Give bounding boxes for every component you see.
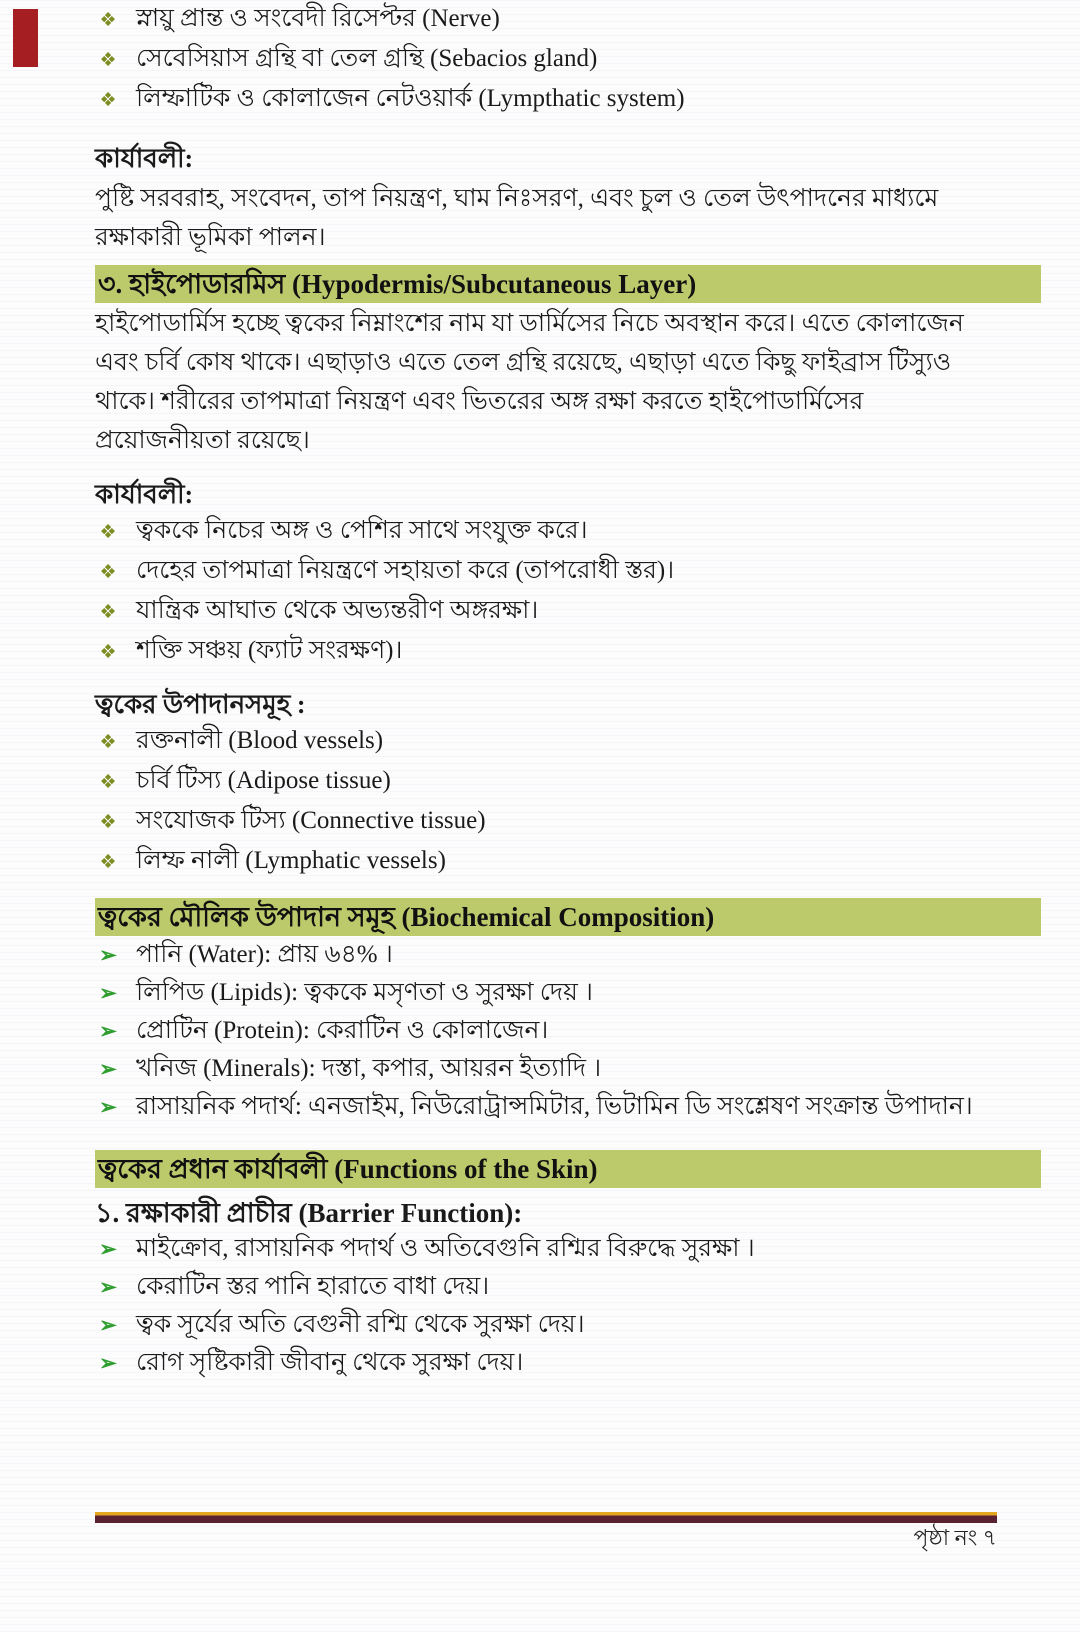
list-item-text: সংযোজক টিস্য (Connective tissue) xyxy=(136,807,486,834)
arrow-bullet-icon: ➢ xyxy=(99,1057,117,1081)
functions-heading-2: কার্যাবলী: xyxy=(95,480,194,509)
list-item-text: খনিজ (Minerals): দস্তা, কপার, আয়রন ইত্যাদি । xyxy=(136,1055,602,1082)
arrow-bullet-icon: ➢ xyxy=(99,943,117,967)
diamond-bullet-icon: ❖ xyxy=(99,812,117,833)
hypodermis-functions-list xyxy=(95,512,1041,672)
list-item xyxy=(95,592,1041,632)
arrow-bullet-icon: ➢ xyxy=(99,1275,117,1299)
list-item-text: শক্তি সঞ্চয় (ফ্যাট সংরক্ষণ)। xyxy=(136,637,403,664)
list-item xyxy=(95,1230,1041,1268)
list-item xyxy=(95,632,1041,672)
arrow-bullet-icon: ➢ xyxy=(99,1351,117,1375)
hypodermis-paragraph: হাইপোডার্মিস হচ্ছে ত্বকের নিম্নাংশের নাম যা ডার্মিসের নিচে অবস্থান করে। এতে কোলাজেন এবং চর্বি কোষ থাকে। এছাড়াও এতে তেল গ্রন্থি রয়েছে, এছাড়া এতে কিছু ফাইব্রাস টিস্যুও থাকে। শরীরের তাপমাত্রা নিয়ন্ত্রণ এবং ভিতরের অঙ্গ রক্ষা করতে হাইপোডার্মিসের প্রয়োজনীয়তা রয়েছে। xyxy=(95,310,964,454)
arrow-bullet-icon: ➢ xyxy=(99,1237,117,1261)
diamond-bullet-icon: ❖ xyxy=(99,50,117,71)
list-item xyxy=(95,1268,1041,1306)
list-item-text: সেবেসিয়াস গ্রন্থি বা তেল গ্রন্থি (Sebacios gland) xyxy=(136,45,598,72)
list-item-text: রাসায়নিক পদার্থ: এনজাইম, নিউরোট্রান্সমিটার, ভিটামিন ডি সংশ্লেষণ সংক্রান্ত উপাদান। xyxy=(136,1093,973,1120)
diamond-bullet-icon: ❖ xyxy=(99,10,117,31)
barrier-function-list xyxy=(95,1230,1041,1382)
list-item-text: প্রোটিন (Protein): কেরাটিন ও কোলাজেন। xyxy=(136,1017,549,1044)
list-item xyxy=(95,842,1041,882)
list-item-text: মাইক্রোব, রাসায়নিক পদার্থ ও অতিবেগুনি রশ্মির বিরুদ্ধে সুরক্ষা । xyxy=(136,1235,755,1262)
list-item xyxy=(95,1306,1041,1344)
list-item xyxy=(95,762,1041,802)
skin-functions-header: ত্বকের প্রধান কার্যাবলী (Functions of the Skin) xyxy=(95,1150,1041,1188)
list-item-text: লিপিড (Lipids): ত্বককে মসৃণতা ও সুরক্ষা দেয় । xyxy=(136,979,593,1006)
footer-divider-rule xyxy=(95,1512,997,1523)
list-item-text: যান্ত্রিক আঘাত থেকে অভ্যন্তরীণ অঙ্গরক্ষা। xyxy=(136,597,539,624)
list-item xyxy=(95,80,1041,120)
list-item xyxy=(95,1050,1041,1088)
red-corner-mark xyxy=(13,9,38,67)
diamond-bullet-icon: ❖ xyxy=(99,642,117,663)
list-item-text: লিম্ফ নালী (Lymphatic vessels) xyxy=(136,847,446,874)
diamond-bullet-icon: ❖ xyxy=(99,732,117,753)
skin-components-list xyxy=(95,722,1041,882)
diamond-bullet-icon: ❖ xyxy=(99,852,117,873)
diamond-bullet-icon: ❖ xyxy=(99,602,117,623)
list-item xyxy=(95,802,1041,842)
arrow-bullet-icon: ➢ xyxy=(99,1313,117,1337)
list-item-text: কেরাটিন স্তর পানি হারাতে বাধা দেয়। xyxy=(136,1273,490,1300)
list-item-text: চর্বি টিস্য (Adipose tissue) xyxy=(136,767,391,794)
list-item-text: রোগ সৃষ্টিকারী জীবানু থেকে সুরক্ষা দেয়। xyxy=(136,1349,524,1376)
list-item xyxy=(95,552,1041,592)
list-item-text: ত্বককে নিচের অঙ্গ ও পেশির সাথে সংযুক্ত করে। xyxy=(136,517,588,544)
list-item-text: ত্বক সূর্যের অতি বেগুনী রশ্মি থেকে সুরক্ষা দেয়। xyxy=(136,1311,585,1338)
list-item xyxy=(95,974,1041,1012)
barrier-function-subheading: ১. রক্ষাকারী প্রাচীর (Barrier Function): xyxy=(95,1198,523,1228)
list-item xyxy=(95,40,1041,80)
list-item-text: রক্তনালী (Blood vessels) xyxy=(136,727,384,754)
list-item xyxy=(95,1344,1041,1382)
page-number: পৃষ্ঠা নং ৭ xyxy=(913,1525,997,1550)
list-item-text: স্নায়ু প্রান্ত ও সংবেদী রিসেপ্টর (Nerve) xyxy=(136,5,500,32)
list-item-text: পানি (Water): প্রায় ৬৪% । xyxy=(136,941,393,968)
functions-heading-1: কার্যাবলী: xyxy=(95,144,194,173)
biochemical-composition-header: ত্বকের মৌলিক উপাদান সমূহ (Biochemical Composition) xyxy=(95,898,1041,936)
diamond-bullet-icon: ❖ xyxy=(99,562,117,583)
biochemical-composition-list xyxy=(95,936,1041,1126)
list-item-text: দেহের তাপমাত্রা নিয়ন্ত্রণে সহায়তা করে (তাপরোধী স্তর)। xyxy=(136,557,675,584)
list-item xyxy=(95,936,1041,974)
functions-paragraph-1: পুষ্টি সরবরাহ, সংবেদন, তাপ নিয়ন্ত্রণ, ঘাম নিঃসরণ, এবং চুল ও তেল উৎপাদনের মাধ্যমে রক্ষাকারী ভূমিকা পালন। xyxy=(95,185,939,251)
diamond-bullet-icon: ❖ xyxy=(99,522,117,543)
arrow-bullet-icon: ➢ xyxy=(99,981,117,1005)
arrow-bullet-icon: ➢ xyxy=(99,1095,117,1119)
diamond-bullet-icon: ❖ xyxy=(99,90,117,111)
skin-components-heading: ত্বকের উপাদানসমূহ : xyxy=(95,690,306,719)
diamond-bullet-icon: ❖ xyxy=(99,772,117,793)
list-item xyxy=(95,722,1041,762)
list-item xyxy=(95,0,1041,40)
hypodermis-section-header: ৩. হাইপোডারমিস (Hypodermis/Subcutaneous Layer) xyxy=(95,265,1041,303)
arrow-bullet-icon: ➢ xyxy=(99,1019,117,1043)
list-item-text: লিম্ফাটিক ও কোলাজেন নেটওয়ার্ক (Lympthatic system) xyxy=(136,85,685,112)
list-item xyxy=(95,1012,1041,1050)
list-item xyxy=(95,1088,1041,1126)
skin-structures-list xyxy=(95,0,1041,120)
list-item xyxy=(95,512,1041,552)
